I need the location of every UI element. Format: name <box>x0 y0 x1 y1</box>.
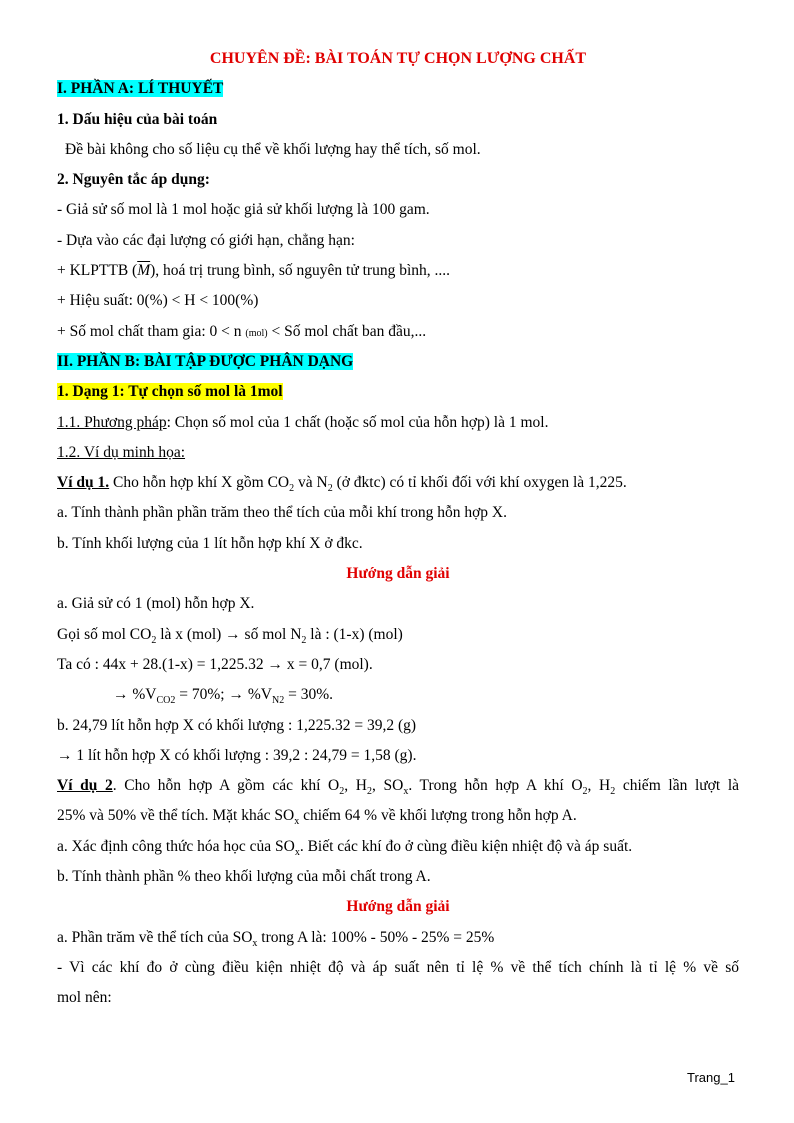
example-1-statement: Ví dụ 1. Cho hỗn hợp khí X gồm $CO_2$ và $N_2$ (ở đktc) có tỉ khối đối với khí oxygen là 1,225. <box>57 474 627 495</box>
example-2-question-b: b. Tính thành phần % theo khối lượng của mỗi chất trong A. <box>57 868 431 886</box>
page-number: Trang_1 <box>687 1070 735 1085</box>
document-title: CHUYÊN ĐỀ: BÀI TOÁN TỰ CHỌN LƯỢNG CHẤT <box>209 50 587 67</box>
principle-4: + Hiệu suất: 0(%) < H < 100(%) <box>57 292 259 310</box>
example-label: 1.2. Ví dụ minh họa: <box>57 443 186 461</box>
method-line: 1.1. Phương pháp: Chọn số mol của 1 chất (hoặc số mol của hỗn hợp) là 1 mol. <box>57 413 549 431</box>
principle-5: + Số mol chất tham gia: 0 < n (mol) < Số mol chất ban đầu,... <box>57 322 427 340</box>
example-2-statement-line2: 25% và 50% về thể tích. Mặt khác $SO_x$ chiếm 64 % về khối lượng trong hỗn hợp A. <box>57 807 577 828</box>
example-1-solution-percent: → $\%V_{CO2} = 70\%$; → $\%V_{N2} = 30\%$. <box>113 686 333 707</box>
principle-heading: 2. Nguyên tắc áp dụng: <box>57 171 210 189</box>
example-1-solution-a: a. Giả sử có 1 (mol) hỗn hợp X. <box>57 595 255 613</box>
principle-1: - Giả sử số mol là 1 mol hoặc giả sử khối lượng là 100 gam. <box>57 201 430 219</box>
example-1-solution-b2: → 1 lít hỗn hợp X có khối lượng : 39,2 : 24,79 = 1,58 (g). <box>57 746 417 764</box>
example-1-solution-equation: Ta có : 44x + 28.(1-x) = 1,225.32 → x = 0,7 (mol). <box>57 655 373 673</box>
example-2-solution-volume: - Vì các khí đo ở cùng điều kiện nhiệt độ và áp suất nên tỉ lệ % về thể tích chính là tỉ lệ % về số <box>57 958 739 976</box>
principle-2: - Dựa vào các đại lượng có giới hạn, chẳng hạn: <box>57 231 355 249</box>
sign-heading: 1. Dấu hiệu của bài toán <box>57 110 218 128</box>
example-1-solution-b: b. 24,79 lít hỗn hợp X có khối lượng : 1,225.32 = 39,2 (g) <box>57 716 417 734</box>
example-2-solution-volume-line2: mol nên: <box>57 989 112 1007</box>
example-2-statement: Ví dụ 2. Cho hỗn hợp A gồm các khí $O_2$, $H_2$, $SO_x$. Trong hỗn hợp A khí $O_2$, $H_2$ chiếm lần lượt là <box>57 777 739 798</box>
part-b-heading: II. PHẦN B: BÀI TẬP ĐƯỢC PHÂN DẠNG <box>57 352 354 370</box>
sign-text: Đề bài không cho số liệu cụ thể về khối lượng hay thể tích, số mol. <box>65 140 481 158</box>
example-1-question-b: b. Tính khối lượng của 1 lít hỗn hợp khí X ở đkc. <box>57 534 363 552</box>
example-1-question-a: a. Tính thành phần phần trăm theo thể tích của mỗi khí trong hỗn hợp X. <box>57 504 507 522</box>
average-molar-mass-symbol: $\overline{M}$ <box>137 262 151 280</box>
type1-heading: 1. Dạng 1: Tự chọn số mol là 1mol <box>57 383 283 401</box>
example-1-solution-call: Gọi số mol $CO_2$ là x (mol) → số mol $N_2$ là : (1-x) (mol) <box>57 625 403 646</box>
example-2-guide-heading: Hướng dẫn giải <box>346 898 450 916</box>
example-2-solution-a: a. Phần trăm về thể tích của $SO_x$ trong A là: 100% - 50% - 25% = 25% <box>57 928 495 949</box>
example-1-guide-heading: Hướng dẫn giải <box>346 565 450 583</box>
part-a-heading: I. PHẦN A: LÍ THUYẾT <box>57 80 224 98</box>
example-2-question-a: a. Xác định công thức hóa học của $SO_x$. Biết các khí đo ở cùng điều kiện nhiệt độ và áp suất. <box>57 837 633 858</box>
document-page <box>57 44 739 1014</box>
principle-3: + KLPTTB $(\overline{M})$, hoá trị trung bình, số nguyên tử trung bình, .... <box>57 262 450 280</box>
